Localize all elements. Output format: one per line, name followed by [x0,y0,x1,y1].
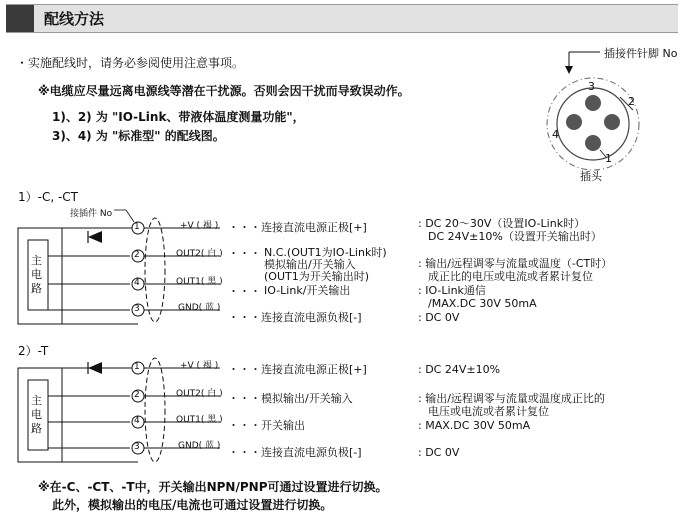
d1-pin-4: 4 [134,278,140,288]
d2-desc-2: ・・・模拟输出/开关输入 [228,392,353,405]
note-line-1: ・实施配线时，请务必参阅使用注意事项。 [16,56,245,70]
d1-wire-white: OUT2( 白 ) [176,249,223,259]
d2-pin-4: 4 [134,416,140,426]
d2-wire-black: OUT1( 黑 ) [176,415,223,425]
d1-spec-1a: : DC 20～30V（设置IO-Link时） [418,217,586,230]
d1-pin-3: 3 [134,304,140,314]
d2-desc-3: ・・・开关输出 [228,419,305,432]
connector-no-label: 接插件 No [70,209,113,219]
d1-desc-2a: N.C.(OUT1为IO-Link时) [264,246,387,259]
d2-spec-3: : MAX.DC 30V 50mA [418,419,531,432]
footer-note-2: 此外，模拟输出的电压/电流也可通过设置进行切换。 [52,498,333,512]
footer-note-1: ※在-C、-CT、-T中，开关输出NPN/PNP可通过设置进行切换。 [38,480,388,494]
pin-3-label: 3 [588,80,595,93]
d1-desc-4: ・・・连接直流电源负极[-] [228,311,362,324]
d2-wire-white: OUT2( 白 ) [176,389,223,399]
d2-wire-blue: GND( 蓝 ) [178,441,221,451]
note-line-4: 3)、4) 为 "标准型" 的配线图。 [52,129,225,143]
d1-desc-2b: 模拟输出/开关输入 [264,258,356,271]
d1-desc-2c: (OUT1为开关输出时) [264,270,370,283]
d1-wire-brown: +V ( 褐 ) [180,221,219,231]
d1-pin-1: 1 [134,222,140,232]
pin-number-label: 插接件针脚 No [604,47,678,60]
d1-spec-3a: : IO-Link通信 [418,284,486,297]
d1-spec-2a: : 输出/远程调零与流量或温度（-CT时） [418,257,613,270]
d1-desc-3: IO-Link/开关输出 [264,284,351,297]
d1-desc-1: ・・・连接直流电源正极[+] [228,221,367,234]
d2-desc-1: ・・・连接直流电源正极[+] [228,363,367,376]
plug-label: 插头 [580,170,602,183]
note-line-2: ※电缆应尽量远离电源线等潜在干扰源。否则会因干扰而导致误动作。 [38,84,410,98]
d1-wire-black: OUT1( 黑 ) [176,277,223,287]
pin-4-label: 4 [552,128,559,141]
d1-desc-dots-3: ・・・ [228,285,261,298]
d1-spec-4: : DC 0V [418,311,460,324]
d1-spec-2b: 成正比的电压或电流或者累计复位 [428,270,593,283]
d1-spec-3b: /MAX.DC 30V 50mA [428,297,537,310]
d1-spec-1b: DC 24V±10%（设置开关输出时） [428,230,602,243]
d2-spec-4: : DC 0V [418,446,460,459]
pin-2-label: 2 [628,95,635,108]
d2-desc-4: ・・・连接直流电源负极[-] [228,446,362,459]
d2-spec-2b: 电压或电流或者累计复位 [428,405,549,418]
diagram-2-title: 2）-T [18,344,49,358]
pin-1-label: 1 [605,152,612,165]
d2-pin-3: 3 [134,442,140,452]
section-title: 配线方法 [44,10,105,28]
d2-pin-1: 1 [134,362,140,372]
d1-wire-blue: GND( 蓝 ) [178,303,221,313]
d1-pin-2: 2 [134,250,140,260]
diagram-1-title: 1）-C, -CT [18,190,79,204]
d2-pin-2: 2 [134,390,140,400]
d1-main-circuit: 主 电 路 [31,254,42,295]
note-line-3: 1)、2) 为 "IO-Link、带液体温度测量功能"， [52,110,305,124]
d1-desc-dots-2: ・・・ [228,247,261,260]
d2-spec-1: : DC 24V±10% [418,363,501,376]
d2-main-circuit: 主 电 路 [31,394,42,435]
d2-spec-2a: : 输出/远程调零与流量或温度成正比的 [418,392,605,405]
d2-wire-brown: +V ( 褐 ) [180,361,219,371]
